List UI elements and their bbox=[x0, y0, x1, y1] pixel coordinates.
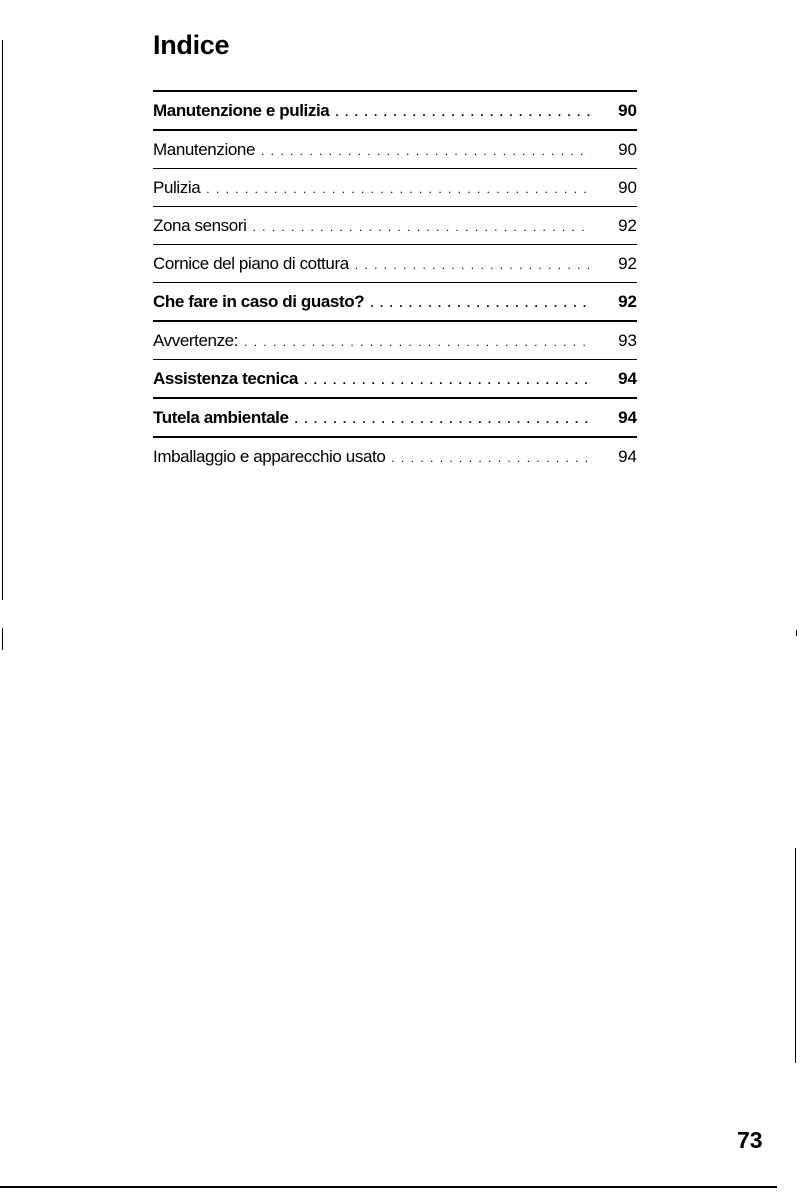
dot-leader bbox=[355, 245, 591, 283]
right-margin-mark bbox=[795, 848, 796, 1063]
dot-leader bbox=[304, 360, 591, 399]
table-of-contents bbox=[153, 90, 637, 475]
dot-leader bbox=[261, 131, 591, 169]
toc-entry-title: Manutenzione bbox=[153, 140, 255, 159]
dot-leader bbox=[252, 207, 591, 245]
toc-entry-row bbox=[153, 169, 637, 207]
toc-entry-row bbox=[153, 131, 637, 169]
toc-entry-title: Manutenzione e pulizia bbox=[153, 101, 330, 120]
left-margin-mark bbox=[2, 628, 3, 650]
page-number: 73 bbox=[737, 1127, 763, 1153]
toc-section-row bbox=[153, 399, 637, 438]
page-title: Indice bbox=[153, 30, 230, 60]
bottom-scan-rule bbox=[0, 1186, 801, 1188]
right-margin-mark bbox=[796, 630, 797, 636]
toc-entry-page: 92 bbox=[618, 254, 637, 273]
toc-entry-title: Cornice del piano di cottura bbox=[153, 254, 349, 273]
toc-entry-title: Imballaggio e apparecchio usato bbox=[153, 447, 386, 466]
dot-leader bbox=[335, 92, 591, 131]
toc-entry-page: 93 bbox=[618, 331, 637, 350]
toc-entry-page: 90 bbox=[618, 140, 637, 159]
toc-entry-row bbox=[153, 438, 637, 475]
toc-entry-page: 94 bbox=[618, 408, 637, 427]
dot-leader bbox=[295, 399, 591, 438]
dot-leader bbox=[370, 283, 591, 322]
toc-entry-title: Assistenza tecnica bbox=[153, 369, 298, 388]
toc-section-row bbox=[153, 360, 637, 399]
toc-section-row bbox=[153, 283, 637, 322]
toc-section-row bbox=[153, 92, 637, 131]
toc-entry-row bbox=[153, 245, 637, 283]
toc-entry-title: Tutela ambientale bbox=[153, 408, 289, 427]
dot-leader bbox=[244, 322, 591, 360]
toc-entry-page: 92 bbox=[618, 292, 637, 311]
toc-entry-title: Pulizia bbox=[153, 178, 201, 197]
toc-entry-row bbox=[153, 322, 637, 360]
toc-entry-title: Che fare in caso di guasto? bbox=[153, 292, 365, 311]
dot-leader bbox=[391, 438, 591, 475]
toc-entry-title: Avvertenze: bbox=[153, 331, 239, 350]
toc-entry-page: 94 bbox=[618, 369, 637, 388]
toc-entry-page: 90 bbox=[618, 101, 637, 120]
left-margin-mark bbox=[2, 40, 3, 600]
toc-entry-page: 94 bbox=[618, 447, 637, 466]
toc-entry-row bbox=[153, 207, 637, 245]
toc-entry-page: 92 bbox=[618, 216, 637, 235]
dot-leader bbox=[206, 169, 591, 207]
toc-entry-title: Zona sensori bbox=[153, 216, 247, 235]
toc-entry-page: 90 bbox=[618, 178, 637, 197]
